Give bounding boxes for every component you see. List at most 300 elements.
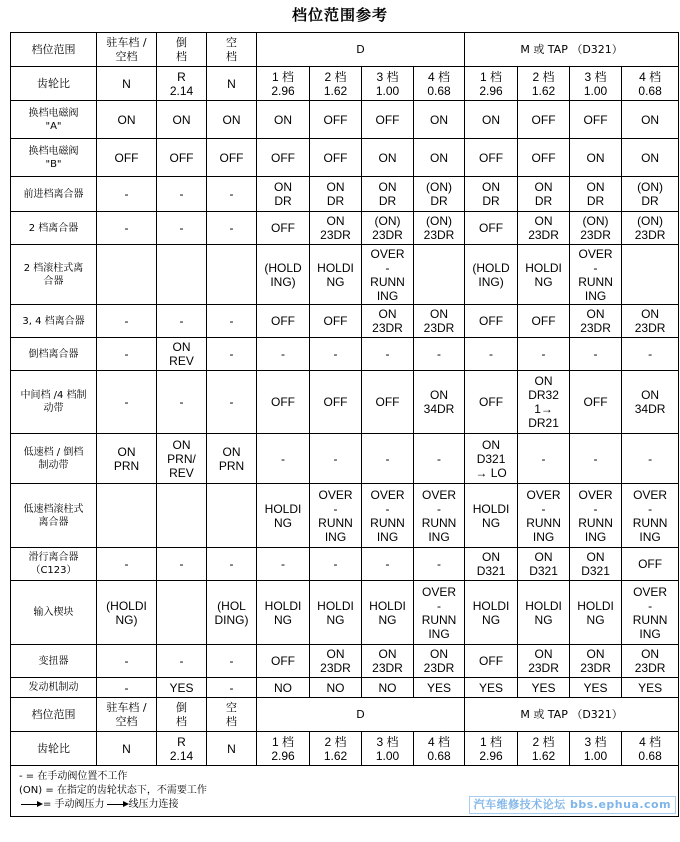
table-cell	[622, 338, 679, 371]
table-cell-text: -	[124, 221, 129, 235]
table-cell	[310, 139, 362, 177]
table-cell-text: -	[229, 395, 234, 409]
table-cell-text: (HOLD ING)	[264, 260, 302, 289]
gear-ratio-cell	[207, 732, 257, 766]
table-cell	[310, 245, 362, 305]
table-cell	[570, 371, 622, 434]
table-cell-text: -	[124, 654, 129, 668]
table-cell	[414, 371, 465, 434]
top-gear-ratio-row	[11, 67, 679, 101]
row-label-text: 低速档滚柱式 离合器	[23, 503, 84, 528]
table-cell-text: HOLDI NG	[264, 501, 302, 530]
gear-ratio-cell	[622, 67, 679, 101]
table-cell	[310, 434, 362, 484]
table-cell	[157, 101, 207, 139]
table-cell-text: ON	[117, 112, 136, 127]
gear-ratio-cell-text: 2 档 1.62	[323, 734, 348, 763]
table-cell-text: HOLDI NG	[525, 598, 562, 627]
table-cell-text: OVER - RUNN ING	[421, 584, 457, 641]
table-cell-text: OFF	[583, 112, 608, 127]
table-cell-text: OVER - RUNN ING	[370, 246, 405, 303]
row-label-text: 低速档 / 倒档 制动带	[23, 446, 84, 471]
table-cell	[414, 434, 465, 484]
table-cell-text: ON PRN	[218, 444, 245, 473]
table-cell	[310, 581, 362, 645]
row-label-text: 2 档离合器	[28, 222, 79, 234]
table-cell-text: (ON) DR	[637, 180, 664, 208]
legend-notes	[11, 766, 414, 817]
gear-ratio-cell-text: 2 档 1.62	[531, 69, 556, 98]
table-cell	[97, 212, 157, 245]
table-cell	[465, 139, 518, 177]
table-row	[11, 338, 679, 371]
table-cell-text: OFF	[271, 150, 295, 165]
table-row	[11, 245, 679, 305]
table-cell-text: OFF	[323, 395, 348, 409]
gear-ratio-cell	[157, 732, 207, 766]
gear-ratio-cell	[157, 67, 207, 101]
table-cell	[257, 581, 310, 645]
table-cell-text: HOLDI NG	[472, 501, 510, 530]
table-cell-text: OFF	[114, 150, 139, 165]
table-cell-text: -	[593, 347, 598, 361]
table-cell	[97, 581, 157, 645]
table-cell-text: ON D321 → LO	[475, 437, 507, 480]
table-cell	[362, 212, 414, 245]
table-cell-text: YES	[638, 680, 663, 695]
table-row	[11, 371, 679, 434]
table-cell	[362, 645, 414, 678]
row-label-text: 变扭器	[38, 655, 69, 667]
table-cell-text: -	[124, 347, 129, 361]
gear-ratio-cell	[257, 732, 310, 766]
table-cell	[465, 371, 518, 434]
table-cell-text: -	[541, 451, 546, 466]
table-cell-text: OVER - RUNN ING	[578, 487, 613, 544]
table-cell-text: OFF	[323, 314, 348, 328]
table-cell-text: HOLDI NG	[317, 598, 354, 627]
table-cell-text: OVER - RUNN ING	[526, 487, 561, 544]
table-cell	[465, 305, 518, 338]
table-cell-text: ON 23DR	[372, 647, 403, 675]
table-cell	[570, 645, 622, 678]
table-cell	[157, 548, 207, 581]
row-label	[11, 434, 97, 484]
table-cell	[622, 139, 679, 177]
table-cell-text: YES	[531, 680, 556, 695]
table-cell	[570, 305, 622, 338]
table-cell-text: OFF	[479, 654, 504, 668]
table-row	[11, 484, 679, 548]
table-cell	[570, 678, 622, 698]
gear-ratio-cell-text: 4 档 0.68	[427, 734, 451, 763]
table-cell	[622, 305, 679, 338]
row-label-text: 输入楔块	[33, 607, 74, 618]
table-cell	[570, 548, 622, 581]
table-cell-text: -	[648, 347, 653, 361]
table-cell-text: -	[437, 557, 442, 571]
gear-ratio-cell	[97, 732, 157, 766]
table-cell-text: ON DR32 1→ DR21	[528, 374, 559, 430]
table-cell-text: OFF	[323, 112, 348, 127]
table-cell	[362, 678, 414, 698]
table-cell-text: OFF	[531, 314, 556, 328]
table-cell-text: -	[179, 654, 184, 668]
legend-line-2: (ON) = 在指定的齿轮状态下，不需要工作	[19, 785, 207, 796]
table-cell	[570, 245, 622, 305]
table-cell	[622, 581, 679, 645]
gear-ratio-cell	[570, 732, 622, 766]
table-cell	[622, 245, 679, 305]
table-cell-text: OVER - RUNN ING	[632, 487, 668, 544]
table-cell	[414, 177, 465, 212]
table-cell-text: ON DR	[482, 180, 501, 208]
page-title: 档位范围参考	[291, 6, 388, 24]
table-cell	[310, 371, 362, 434]
table-cell	[157, 484, 207, 548]
gear-ratio-cell-text: 1 档 2.96	[479, 734, 503, 763]
table-cell-text: -	[281, 451, 285, 466]
legend-line-pressure: 线压力连接	[128, 799, 179, 810]
table-cell-text: (HOLDI NG)	[106, 598, 147, 627]
table-cell-text: OFF	[169, 150, 194, 165]
table-cell	[207, 678, 257, 698]
table-cell	[465, 581, 518, 645]
table-cell-text: -	[179, 187, 184, 201]
gear-ratio-cell-text: 2 档 1.62	[531, 734, 556, 763]
table-cell	[570, 177, 622, 212]
table-cell-text: OFF	[479, 150, 504, 165]
table-cell	[157, 645, 207, 678]
table-cell	[518, 338, 570, 371]
table-cell	[362, 484, 414, 548]
table-cell-text: -	[648, 451, 653, 466]
table-cell-text: ON 23DR	[580, 647, 611, 675]
bottom-header-row	[11, 698, 679, 732]
row-label	[11, 371, 97, 434]
gear-ratio-cell-text: 3 档 1.00	[583, 69, 608, 98]
table-cell	[518, 484, 570, 548]
gear-ratio-cell-text: N	[227, 741, 236, 756]
table-cell	[362, 434, 414, 484]
row-label	[11, 678, 97, 698]
table-cell	[570, 484, 622, 548]
d-range-header-text: D	[356, 707, 365, 721]
gear-ratio-cell-text: 3 档 1.00	[375, 69, 400, 98]
table-cell-text: -	[179, 221, 184, 235]
table-cell	[362, 338, 414, 371]
header-col-cell	[97, 33, 157, 67]
table-cell-text: ON	[430, 150, 449, 165]
table-cell-text: ON 23DR	[634, 647, 666, 675]
table-cell	[465, 177, 518, 212]
table-cell	[622, 484, 679, 548]
table-cell	[157, 245, 207, 305]
table-cell	[518, 305, 570, 338]
table-cell	[414, 581, 465, 645]
range-label-cell	[11, 698, 97, 732]
table-row	[11, 101, 679, 139]
table-cell-text: -	[179, 314, 184, 328]
shift-range-table	[10, 32, 679, 817]
m-range-header	[465, 33, 679, 67]
table-cell	[310, 305, 362, 338]
table-cell	[97, 139, 157, 177]
table-row	[11, 434, 679, 484]
table-cell-text: -	[489, 347, 494, 361]
table-cell	[257, 371, 310, 434]
table-cell-text: HOLDI NG	[472, 598, 510, 627]
table-cell	[207, 101, 257, 139]
table-cell-text: (ON) 23DR	[423, 214, 455, 242]
table-cell	[157, 434, 207, 484]
table-cell	[622, 434, 679, 484]
table-cell	[207, 548, 257, 581]
gear-ratio-cell	[257, 67, 310, 101]
gear-ratio-cell	[310, 67, 362, 101]
gear-ratio-cell-text: N	[122, 76, 131, 91]
header-col-cell	[157, 33, 207, 67]
row-label	[11, 305, 97, 338]
row-label	[11, 548, 97, 581]
gear-ratio-label-text: 齿轮比	[37, 76, 70, 90]
table-cell-text: HOLDI NG	[369, 598, 406, 627]
range-label-cell-text: 档位范围	[31, 42, 76, 56]
header-col-cell-text: 驻车档 / 空档	[106, 700, 147, 728]
row-label	[11, 581, 97, 645]
header-col-cell-text: 倒 档	[176, 700, 187, 728]
table-cell	[414, 338, 465, 371]
table-row	[11, 305, 679, 338]
table-cell	[310, 548, 362, 581]
gear-ratio-label	[11, 67, 97, 101]
d-range-header-text: D	[356, 42, 365, 56]
table-cell-text: OFF	[271, 654, 295, 668]
gear-ratio-cell-text: N	[227, 76, 236, 91]
table-cell	[362, 548, 414, 581]
table-cell	[570, 101, 622, 139]
table-cell	[257, 245, 310, 305]
table-cell	[207, 139, 257, 177]
table-cell-text: ON D321	[476, 550, 506, 578]
table-cell	[518, 177, 570, 212]
table-cell-text: -	[124, 557, 129, 571]
range-label-cell-text: 档位范围	[31, 707, 76, 721]
table-cell-text: -	[124, 187, 129, 201]
table-cell	[518, 548, 570, 581]
table-cell	[622, 177, 679, 212]
table-cell	[310, 177, 362, 212]
table-cell	[622, 212, 679, 245]
table-cell	[414, 484, 465, 548]
table-cell-text: ON DR	[326, 180, 345, 208]
table-cell	[414, 101, 465, 139]
table-cell-text: -	[593, 451, 598, 466]
table-cell-text: ON 23DR	[320, 647, 351, 675]
table-cell-text: ON 23DR	[528, 214, 559, 242]
gear-ratio-cell-text: 4 档 0.68	[638, 734, 662, 763]
table-cell-text: -	[229, 557, 234, 571]
table-cell-text: OVER - RUNN ING	[632, 584, 668, 641]
row-label	[11, 212, 97, 245]
header-col-cell-text: 倒 档	[176, 35, 187, 63]
table-cell	[97, 371, 157, 434]
table-cell	[157, 338, 207, 371]
table-cell	[518, 581, 570, 645]
table-cell-text: NO	[274, 680, 292, 695]
table-cell-text: ON PRN/ REV	[167, 437, 196, 480]
bottom-gear-ratio-row	[11, 732, 679, 766]
table-cell-text: OFF	[375, 112, 400, 127]
gear-ratio-cell	[310, 732, 362, 766]
table-cell-text: -	[333, 451, 338, 466]
table-cell-text: OFF	[638, 557, 663, 571]
table-cell-text: ON DR	[586, 180, 605, 208]
gear-ratio-cell-text: 4 档 0.68	[638, 69, 662, 98]
manual-valve-arrow-icon	[21, 804, 41, 805]
table-cell-text: -	[229, 314, 234, 328]
table-cell-text: -	[229, 680, 234, 695]
table-cell-text: OFF	[271, 314, 295, 328]
gear-ratio-cell	[518, 732, 570, 766]
table-cell-text: OFF	[479, 221, 504, 235]
gear-ratio-cell-text: 3 档 1.00	[375, 734, 400, 763]
table-cell	[257, 338, 310, 371]
table-cell	[257, 212, 310, 245]
gear-ratio-cell	[207, 67, 257, 101]
gear-ratio-cell-text: R 2.14	[169, 734, 194, 763]
watermark-cell	[414, 766, 679, 817]
table-row	[11, 139, 679, 177]
table-cell	[257, 548, 310, 581]
row-label	[11, 245, 97, 305]
table-cell-text: ON 34DR	[423, 388, 455, 416]
gear-ratio-cell-text: 4 档 0.68	[427, 69, 451, 98]
table-cell	[257, 305, 310, 338]
table-cell-text: ON 23DR	[423, 307, 455, 335]
table-cell-text: -	[385, 451, 390, 466]
table-cell	[362, 371, 414, 434]
table-cell	[310, 678, 362, 698]
header-col-cell-text: 驻车档 / 空档	[106, 35, 147, 63]
table-row	[11, 645, 679, 678]
row-label-text: 3, 4 档离合器	[22, 315, 85, 327]
table-cell	[465, 101, 518, 139]
table-cell-text: -	[281, 347, 285, 361]
table-cell-text: ON 34DR	[634, 388, 666, 416]
table-cell-text: ON DR	[274, 180, 292, 208]
top-header-row	[11, 33, 679, 67]
table-cell	[570, 581, 622, 645]
table-cell	[257, 177, 310, 212]
table-cell	[414, 305, 465, 338]
gear-ratio-cell	[465, 732, 518, 766]
table-cell-text: ON D321	[529, 550, 558, 578]
table-cell	[97, 484, 157, 548]
table-cell	[518, 212, 570, 245]
table-cell	[570, 212, 622, 245]
table-cell-text: YES	[169, 680, 194, 695]
table-cell	[362, 581, 414, 645]
table-row	[11, 548, 679, 581]
legend-line-1: - = 在手动阀位置不工作	[19, 771, 128, 782]
table-cell-text: OVER - RUNN ING	[318, 487, 353, 544]
table-cell	[257, 484, 310, 548]
table-cell-text: HOLDI NG	[264, 598, 302, 627]
header-col-cell-text: 空 档	[226, 700, 237, 728]
table-cell	[157, 139, 207, 177]
table-cell	[207, 245, 257, 305]
table-cell-text: ON	[430, 112, 449, 127]
table-cell	[622, 645, 679, 678]
table-cell	[207, 581, 257, 645]
table-cell-text: OFF	[583, 395, 608, 409]
table-cell	[414, 139, 465, 177]
m-range-header-text: M 或 TAP （D321）	[520, 42, 623, 56]
table-cell	[465, 548, 518, 581]
table-cell	[362, 177, 414, 212]
table-cell-text: -	[333, 347, 338, 361]
gear-ratio-cell	[362, 732, 414, 766]
table-cell-text: ON	[586, 150, 605, 165]
watermark: 汽车维修技术论坛 bbs.ephua.com	[469, 796, 676, 814]
table-cell-text: -	[179, 395, 184, 409]
row-label	[11, 177, 97, 212]
gear-ratio-cell-text: 1 档 2.96	[271, 69, 295, 98]
table-cell-text: ON	[482, 112, 501, 127]
table-cell-text: ON D321	[581, 550, 610, 578]
row-label	[11, 139, 97, 177]
table-cell-text: NO	[378, 680, 397, 695]
table-cell-text: YES	[427, 680, 452, 695]
table-cell-text: ON	[172, 112, 191, 127]
table-cell-text: HOLDI NG	[577, 598, 614, 627]
gear-ratio-cell	[570, 67, 622, 101]
m-range-header-text: M 或 TAP （D321）	[520, 707, 623, 721]
table-cell	[310, 484, 362, 548]
table-row	[11, 581, 679, 645]
table-cell	[465, 212, 518, 245]
table-cell	[414, 245, 465, 305]
table-cell-text: OFF	[375, 395, 400, 409]
table-cell	[362, 305, 414, 338]
range-label-cell	[11, 33, 97, 67]
table-cell-text: OFF	[271, 395, 295, 409]
table-cell-text: -	[385, 557, 390, 571]
table-cell	[465, 645, 518, 678]
table-cell	[157, 305, 207, 338]
table-cell	[97, 338, 157, 371]
line-pressure-arrow-icon	[107, 804, 127, 805]
table-cell	[622, 371, 679, 434]
table-cell	[207, 305, 257, 338]
table-row	[11, 212, 679, 245]
table-cell	[310, 101, 362, 139]
gear-ratio-cell	[414, 67, 465, 101]
table-cell-text: ON 23DR	[528, 647, 559, 675]
table-cell	[465, 338, 518, 371]
table-cell	[97, 645, 157, 678]
table-cell-text: -	[229, 347, 234, 361]
table-cell-text: ON 23DR	[423, 647, 455, 675]
legend-line-3	[19, 798, 406, 812]
table-cell-text: -	[124, 395, 129, 409]
table-row	[11, 678, 679, 698]
gear-ratio-cell	[465, 67, 518, 101]
gear-ratio-cell-text: 2 档 1.62	[323, 69, 348, 98]
table-cell	[362, 245, 414, 305]
table-cell	[518, 434, 570, 484]
